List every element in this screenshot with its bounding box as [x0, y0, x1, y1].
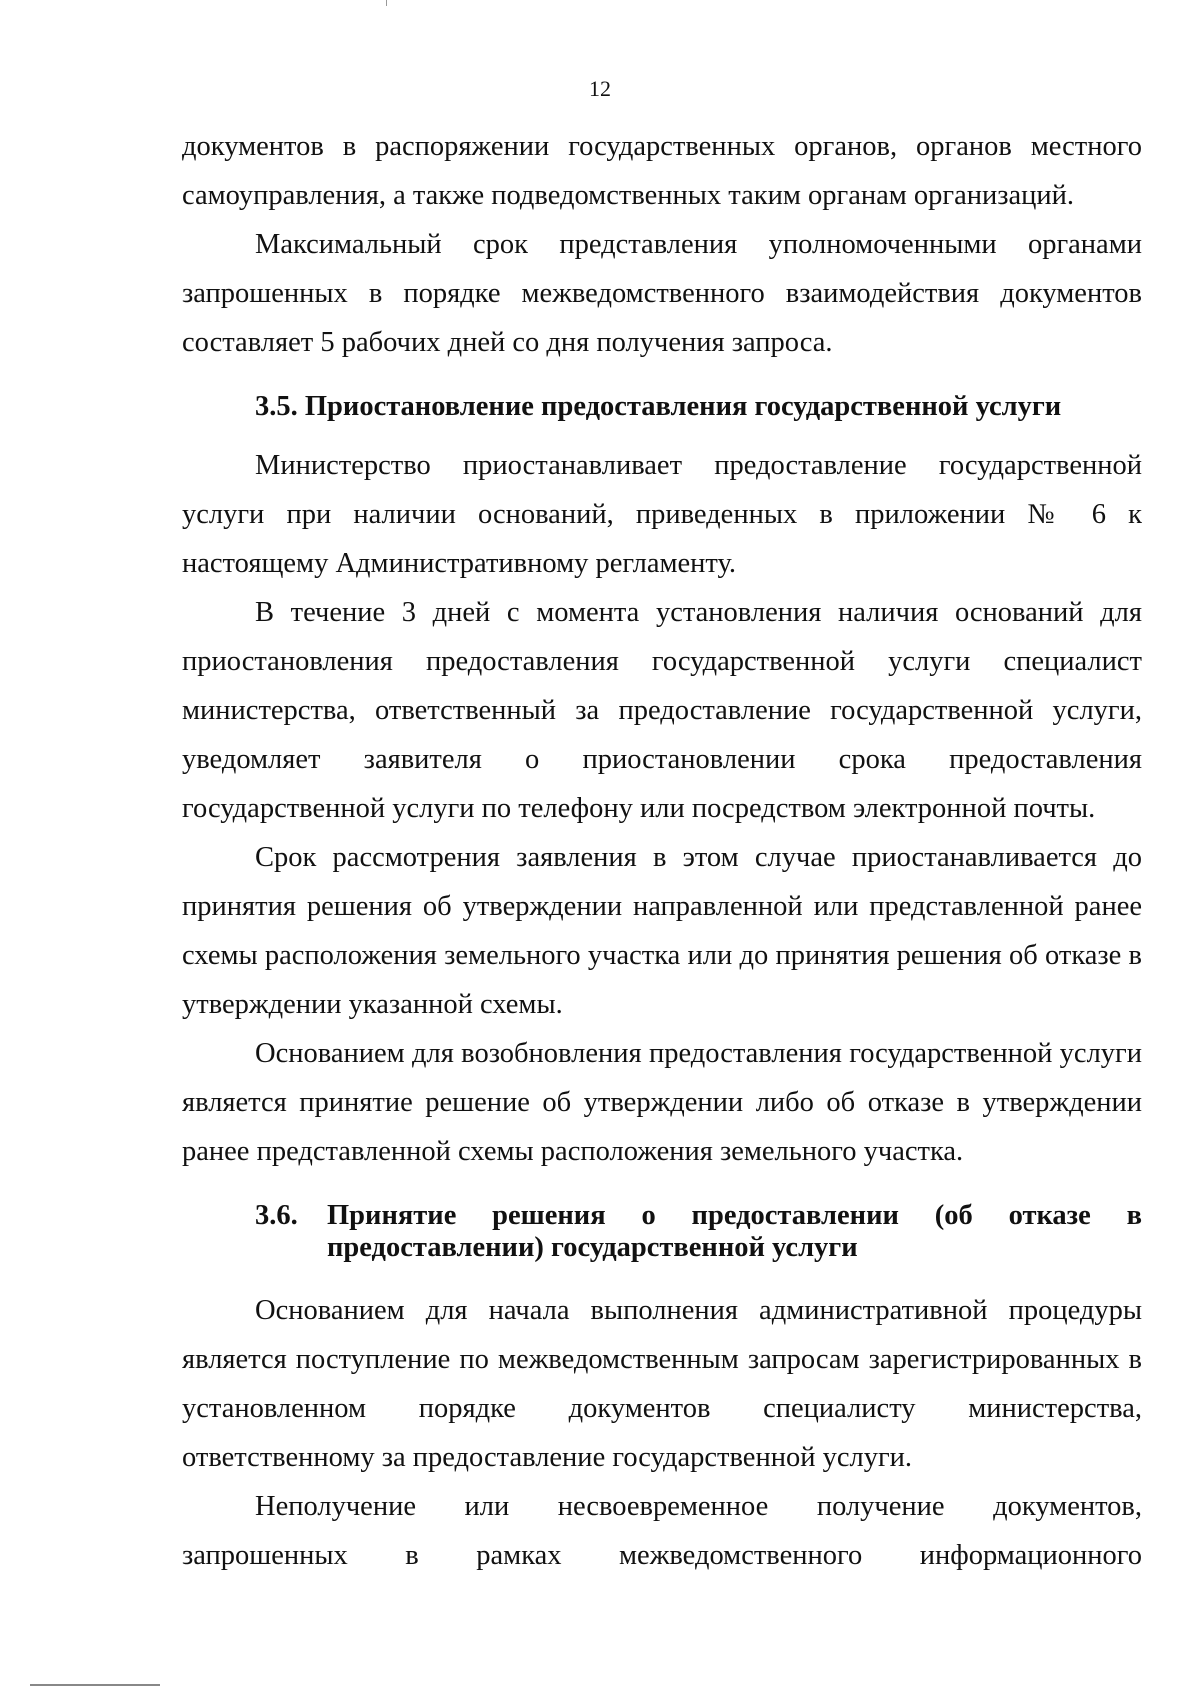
page-number: 12 [589, 76, 611, 101]
document-body [182, 122, 1142, 1580]
paragraph: Максимальный срок представления уполномоченными органами запрошенных в порядке межведомственного взаимодействия документов составляет 5 рабочих дней со дня получения запроса. [182, 229, 1142, 358]
section-heading-3-5: 3.5. Приостановление предоставления государственной услуги [255, 391, 1062, 422]
paragraph: Основанием для начала выполнения административной процедуры является поступление по межведомственным запросам зарегистрированных в установленном порядке документов специалисту министерства, ответственному за предоставление государственной услуги. [182, 1295, 1142, 1473]
paragraph: Министерство приостанавливает предоставление государственной услуги при наличии оснований, приведенных в приложении № 6 к настоящему Административному регламенту. [182, 450, 1142, 579]
section-number: 3.6. [255, 1200, 298, 1231]
section-title: Принятие решения о предоставлении (об отказе в предоставлении) государственной услуги [327, 1200, 1142, 1263]
scan-mark-bottom [30, 1684, 160, 1686]
paragraph: В течение 3 дней с момента установления наличия оснований для приостановления предоставления государственной услуги специалист министерства, ответственный за предоставление государственной услуги, уведомляет заявителя о приостановлении срока предоставления государственной услуги по телефону или посредством электронной почты. [182, 597, 1142, 824]
scan-mark-top [386, 0, 387, 6]
paragraph: Основанием для возобновления предоставления государственной услуги является принятие решение об утверждении либо об отказе в утверждении ранее представленной схемы расположения земельного участка. [182, 1038, 1142, 1167]
paragraph: документов в распоряжении государственных органов, органов местного самоуправления, а также подведомственных таким органам организаций. [182, 131, 1142, 211]
section-heading-3-6 [182, 1200, 1142, 1264]
paragraph: Срок рассмотрения заявления в этом случае приостанавливается до принятия решения об утверждении направленной или представленной ранее схемы расположения земельного участка или до принятия решения об отказе в утверждении указанной схемы. [182, 842, 1142, 1020]
paragraph: Неполучение или несвоевременное получение документов, запрошенных в рамках межведомственного информационного [182, 1491, 1142, 1571]
